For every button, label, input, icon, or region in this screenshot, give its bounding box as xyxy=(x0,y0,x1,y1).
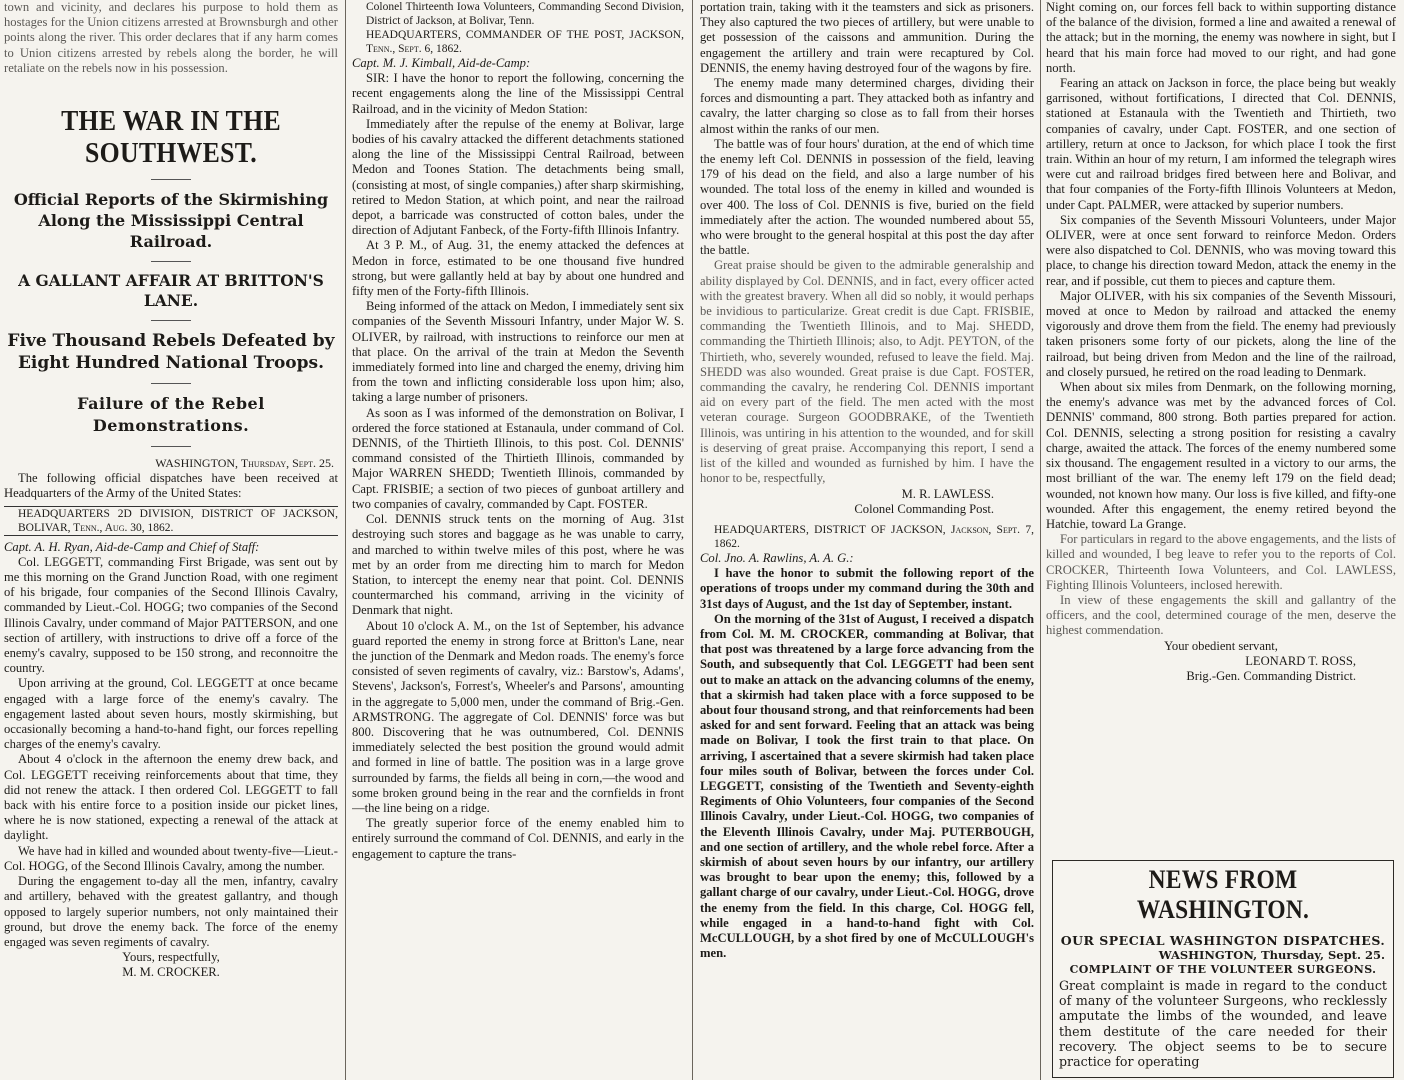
signature: LEONARD T. ROSS, xyxy=(1245,653,1356,668)
column-rule xyxy=(692,0,693,1080)
paragraph: About 4 o'clock in the afternoon the enemy drew back, and Col. LEGGETT receiving reinforcements about that time, they did not renew the attack. I then ordered Col. LEGGETT to fall back with his entire force to a position inside our picket lines, where he is now stationed, expecting a renewal of the attack at daylight. xyxy=(4,752,338,843)
signature: M. R. LAWLESS. xyxy=(901,486,994,501)
column-rule xyxy=(1040,0,1041,1080)
paragraph: We have had in killed and wounded about twenty-five—Lieut.-Col. HOGG, of the Second Illinois Cavalry, among the number. xyxy=(4,843,338,873)
dateline: WASHINGTON, Thursday, Sept. 25. xyxy=(155,456,334,471)
salutation: Capt. A. H. Ryan, Aid-de-Camp and Chief of Staff: xyxy=(4,539,260,554)
paragraph: Col. LEGGETT, commanding First Brigade, was sent out by me this morning on the Grand Junction Road, with one regiment of his brigade, four companies of the Second Illinois Cavalry, commanded by Lieut.-Col. HOGG; two companies of the Second Illinois Cavalry, under command of Major PATTERSON, and one section of artillery, with instructions to drive off a force of the enemy's cavalry, supposed to be 150 strong, and reconnoitre the country. xyxy=(4,554,338,676)
divider xyxy=(151,261,191,262)
dispatch-heading: HEADQUARTERS 2D DIVISION, DISTRICT OF JACKSON, BOLIVAR, Tenn., Aug. 30, 1862. xyxy=(4,506,338,536)
paragraph: About 10 o'clock A. M., on the 1st of September, his advance guard reported the enemy in strong force at Britton's Lane, near the junction of the Denmark and Medon roads. The enemy's force consisted of seven regiments of cavalry, viz.: Barstow's, Adams', Stevens', Jackson's, Forrest's, Wheeler's and Parsons', amounting in the aggregate to 5,000 men, under the command of Brig.-Gen. ARMSTRONG. The aggregate of Col. DENNIS' force was but 800. Discovering that he was outnumbered, Col. DENNIS immediately selected the best position the ground would admit and formed in line of battle. The position was in a large grove surrounded by farms, the fields all being in corn,—the wood and some broken ground being in the rear and the cornfields in front—the line being on a ridge. xyxy=(352,618,684,815)
salutation: Capt. M. J. Kimball, Aid-de-Camp: xyxy=(352,56,531,70)
signer-title: Colonel Commanding Post. xyxy=(854,501,994,516)
continued-text: town and vicinity, and declares his purpose to hold them as hostages for the Union citizens arrested at Brownsburgh and other points along the river. This order declares that if any harm comes to Union citizens arrested by rebels along the border, he will retaliate on the rebels now in his possession. xyxy=(4,0,338,75)
column-1 xyxy=(4,0,338,1080)
deck-official-reports: Official Reports of the Skirmishing Along the Mississippi Central Railroad. xyxy=(13,190,329,252)
paragraph: For particulars in regard to the above engagements, and the lists of killed and wounded, I beg leave to refer you to the reports of Col. CROCKER, Thirteenth Iowa Volunteers, and Col. LAWLESS, Fighting Illinois Volunteers, inclosed herewith. xyxy=(1046,532,1396,592)
paragraph: When about six miles from Denmark, on the following morning, the enemy's advance was met by the advanced forces of Col. DENNIS' command, 800 strong. Both parties prepared for action. Col. DENNIS, selecting a strong position for resisting a cavalry charge, awaited the attack. The forces of the enemy numbered some six thousand. The engagement resulted in a victory to our arms, the most brilliant of the war. The enemy left 179 on the field dead; wounded, not known how many. Our loss is five killed, and fifty-one wounded. After this engagement, the enemy retired beyond the Hatchie, toward La Grange. xyxy=(1046,380,1396,531)
paragraph: Upon arriving at the ground, Col. LEGGETT at once became engaged with a large force of the enemy's cavalry. The engagement lasted about seven hours, mostly skirmishing, but occasionally becoming a hand-to-hand fight, our forces repelling charges of the enemy's cavalry. xyxy=(4,676,338,752)
deck-failure: Failure of the Rebel Demonstrations. xyxy=(77,394,265,436)
closing: Your obedient servant, xyxy=(1164,638,1278,653)
paragraph: Being informed of the attack on Medon, I immediately sent six companies of the Seventh Missouri Infantry, under Major W. S. OLIVER, by railroad, with instructions to reinforce our men at that place. On the arrival of the train at Medon the Seventh immediately formed into line and charged the enemy, driving him from the town and inflicting considerable loss upon him; also, taking a large number of prisoners. xyxy=(352,299,684,405)
paragraph: SIR: I have the honor to report the following, concerning the recent engagements along the line of the Mississippi Central Railroad, and in the vicinity of Medon Station: xyxy=(352,71,684,116)
paragraph: In view of these engagements the skill and gallantry of the officers, and the cool, determined courage of the men, deserve the highest commendation. xyxy=(1046,592,1396,638)
dispatch-heading: HEADQUARTERS, COMMANDER OF THE POST, JACKSON, Tenn., Sept. 6, 1862. xyxy=(366,29,684,55)
news-dateline: WASHINGTON, Thursday, Sept. 25. xyxy=(1158,948,1385,962)
intro-paragraph: The following official dispatches have been received at Headquarters of the Army of the United States: xyxy=(4,471,338,501)
column-2 xyxy=(352,0,684,1080)
paragraph: portation train, taking with it the teamsters and sick as prisoners. They also captured the two pieces of artillery, but were unable to get possession of the caissons and ammunition. During the engagement the artillery and train were recaptured by Col. DENNIS, the enemy having destroyed four of the wagons by fire. xyxy=(700,0,1034,75)
paragraph: Fearing an attack on Jackson in force, the place being but weakly garrisoned, without fortifications, I directed that Col. DENNIS, stationed at Estanaula with the Twentieth and Thirtieth, two companies of cavalry, under Capt. FOSTER, and one section of artillery, return at once to Jackson, for which place I took the first train. Within an hour of my return, I am informed the telegraph wires were cut and railroad bridges fired between here and Bolivar, and that four companies of the Forty-fifth Illinois Volunteers at Medon, under Capt. PALMER, were attacked by superior numbers. xyxy=(1046,76,1396,212)
paragraph: Major OLIVER, with his six companies of the Seventh Missouri, moved at once to Medon by railroad and attacked the enemy vigorously and drove them from the field. The enemy had previously taken prisoners some forty of our pickets, along the line of the railroad, but being driven from Medon and the line of the railroad, and closely pursued, he retired on the road leading to Denmark. xyxy=(1046,288,1396,379)
paragraph: Immediately after the repulse of the enemy at Bolivar, large bodies of his cavalry attacked the different detachments stationed along the line of the Mississippi Central Railroad, between Medon and Toones Station. The detachments being small, (consisting at most, of single companies,) after sharp skirmishing, retired to Medon Station, at which point, and near the railroad depot, a barricade was constructed of cotton bales, under the direction of Adjutant Fanbeck, of the Forty-fifth Illinois Infantry. xyxy=(352,116,684,238)
divider xyxy=(151,179,191,180)
paragraph: Night coming on, our forces fell back to within supporting distance of the balance of the division, formed a line and awaited a renewal of the attack; but in the morning, the enemy was nowhere in sight, but I heard that his main force had moved to our right, and had gone north. xyxy=(1046,0,1396,75)
salutation: Col. Jno. A. Rawlins, A. A. G.: xyxy=(700,550,854,565)
paragraph: Great praise should be given to the admirable generalship and ability displayed by Col. DENNIS, and in fact, every officer acted with the greatest bravery. When all did so nobly, it would perhaps be invidious to particularize. Great credit is due Capt. FRISBIE, commanding the Twentieth Illinois, and to Maj. SHEDD, commanding the Thirtieth Illinois; also, to Adjt. PEYTON, of the Thirtieth, who, severely wounded, refused to leave the field. Maj. SHEDD was also wounded. Great praise is due Capt. FOSTER, commanding the cavalry, he rendering Col. DENNIS important aid on every part of the field. The men acted with the most veteran courage. Surgeon GOODBRAKE, of the Twentieth Illinois, was untiring in his attention to the wounded, and for skill is deserving of great praise. Accompanying this report, I send a list of the killed and wounded as furnished by him. I have the honor to be, respectfully, xyxy=(700,258,1034,486)
headline-war-southwest: THE WAR IN THE SOUTHWEST. xyxy=(61,106,281,170)
column-rule xyxy=(345,0,346,1080)
deck-gallant-affair: A GALLANT AFFAIR AT BRITTON'S LANE. xyxy=(18,271,324,311)
paragraph: The battle was of four hours' duration, at the end of which time the enemy left Col. DENNIS in possession of the field, leaving 179 of his dead on the field, and also a large number of his wounded. The total loss of the enemy in killed and wounded is over 400. The loss of Col. DENNIS is five, buried on the field immediately after the action. The wounded numbered about 55, who were brought to the general hospital at this post the day after the battle. xyxy=(700,136,1034,258)
divider xyxy=(151,446,191,447)
news-section-label: COMPLAINT OF THE VOLUNTEER SURGEONS. xyxy=(1069,963,1377,976)
signer-title: Brig.-Gen. Commanding District. xyxy=(1186,668,1356,683)
paragraph: Six companies of the Seventh Missouri Volunteers, under Major OLIVER, were at once sent forward to reinforce Medon. Orders were also dispatched to Col. DENNIS, who was moving toward this place, to change his direction toward Medon, attack the enemy in the rear, and if possible, cut them to pieces and capture them. xyxy=(1046,212,1396,288)
dispatch-heading: HEADQUARTERS, DISTRICT OF JACKSON, Jackson, Sept. 7, 1862. xyxy=(714,523,1034,550)
signature: M. M. CROCKER. xyxy=(122,965,220,980)
paragraph: The enemy made many determined charges, dividing their forces and dismounting a part. They attacked both as infantry and cavalry, the latter charging so close as to fall from their horses almost within the ranks of our men. xyxy=(700,76,1034,136)
paragraph: The greatly superior force of the enemy enabled him to entirely surround the command of Col. DENNIS, and early in the engagement to capture the trans- xyxy=(352,816,684,861)
deck-five-thousand: Five Thousand Rebels Defeated by Eight Hundred National Troops. xyxy=(7,331,335,374)
paragraph: During the engagement to-day all the men, infantry, cavalry and artillery, behaved with the greatest gallantry, and though opposed to largely superior numbers, not only maintained their ground, but drove the enemy back. The force of the enemy engaged was seven regiments of cavalry. xyxy=(4,874,338,949)
paragraph: As soon as I was informed of the demonstration on Bolivar, I ordered the force stationed at Estanaula, under command of Col. DENNIS, of the Thirtieth Illinois, to this post. Col. DENNIS' command consisted of the Thirtieth Illinois, commanded by Major WARREN SHEDD; Twentieth Illinois, commanded by Capt. FRISBIE; a section of two pieces of gunboat artillery and two companies of cavalry, commanded by Capt. FOSTER. xyxy=(352,405,684,511)
paragraph: Col. DENNIS struck tents on the morning of Aug. 31st destroying such stores and baggage as he was unable to carry, and marched to within twelve miles of this post, where he was met by an order from me directing him to march for Medon Station, to intercept the enemy near that point. Col. DENNIS countermarched his command, arriving in the vicinity of Denmark that night. xyxy=(352,512,684,618)
paragraph: At 3 P. M., of Aug. 31, the enemy attacked the defences at Medon in force, estimated to be one thousand five hundred strong, but were gallantly held at bay by about one hundred and fifty men of the Forty-fifth Illinois. xyxy=(352,238,684,299)
column-3 xyxy=(700,0,1034,1080)
divider xyxy=(151,320,191,321)
news-subheading: OUR SPECIAL WASHINGTON DISPATCHES. xyxy=(1060,933,1386,948)
closing: Yours, respectfully, xyxy=(122,950,220,965)
divider xyxy=(151,383,191,384)
signer-title: Colonel Thirteenth Iowa Volunteers, Commanding Second Division, District of Jackson, at Bolivar, Tenn. xyxy=(366,1,684,27)
paragraph: On the morning of the 31st of August, I received a dispatch from Col. M. M. CROCKER, commanding at Bolivar, that that post was threatened by a large force advancing from the South, and subsequently that Col. LEGGETT had been sent out to make an attack on the advancing columns of the enemy, that a skirmish had taken place with a force supposed to be about four thousand strong, and that reinforcements had been asked for and sent forward. Feeling that an attack was being made on Bolivar, I took the first train to that place. On arriving, I ascertained that a severe skirmish had taken place four miles south of Bolivar, between the forces under Col. LEGGETT, consisting of the Twentieth and Seventy-eighth Regiments of Ohio Volunteers, four companies of the Second Illinois Cavalry, under Lieut.-Col. HOGG, two companies of the Eleventh Illinois Cavalry, under Maj. PUTERBOUGH, and one section of artillery, and the whole rebel force. After a skirmish of about seven hours by our infantry, our artillery was brought to bear upon the enemy; this, followed by a gallant charge of our cavalry, under Lieut.-Col. HOGG, drove the enemy from the field. In this charge, Col. HOGG fell, while engaged in a hand-to-hand fight with Col. McCULLOUGH, by a shot fired by one of McCULLOUGH's men. xyxy=(700,611,1034,961)
news-body: Great complaint is made in regard to the conduct of many of the volunteer Surgeons, who recklessly amputate the limbs of the wounded, and leave them destitute of the care needed for their recovery. The object seems to be to secure practice for operating xyxy=(1059,978,1387,1070)
paragraph: I have the honor to submit the following report of the operations of troops under my command during the 30th and 31st days of August, and the 1st day of September, instant. xyxy=(700,566,1034,611)
news-headline: NEWS FROM WASHINGTON. xyxy=(1136,865,1310,924)
news-from-washington-box xyxy=(1052,860,1394,1078)
